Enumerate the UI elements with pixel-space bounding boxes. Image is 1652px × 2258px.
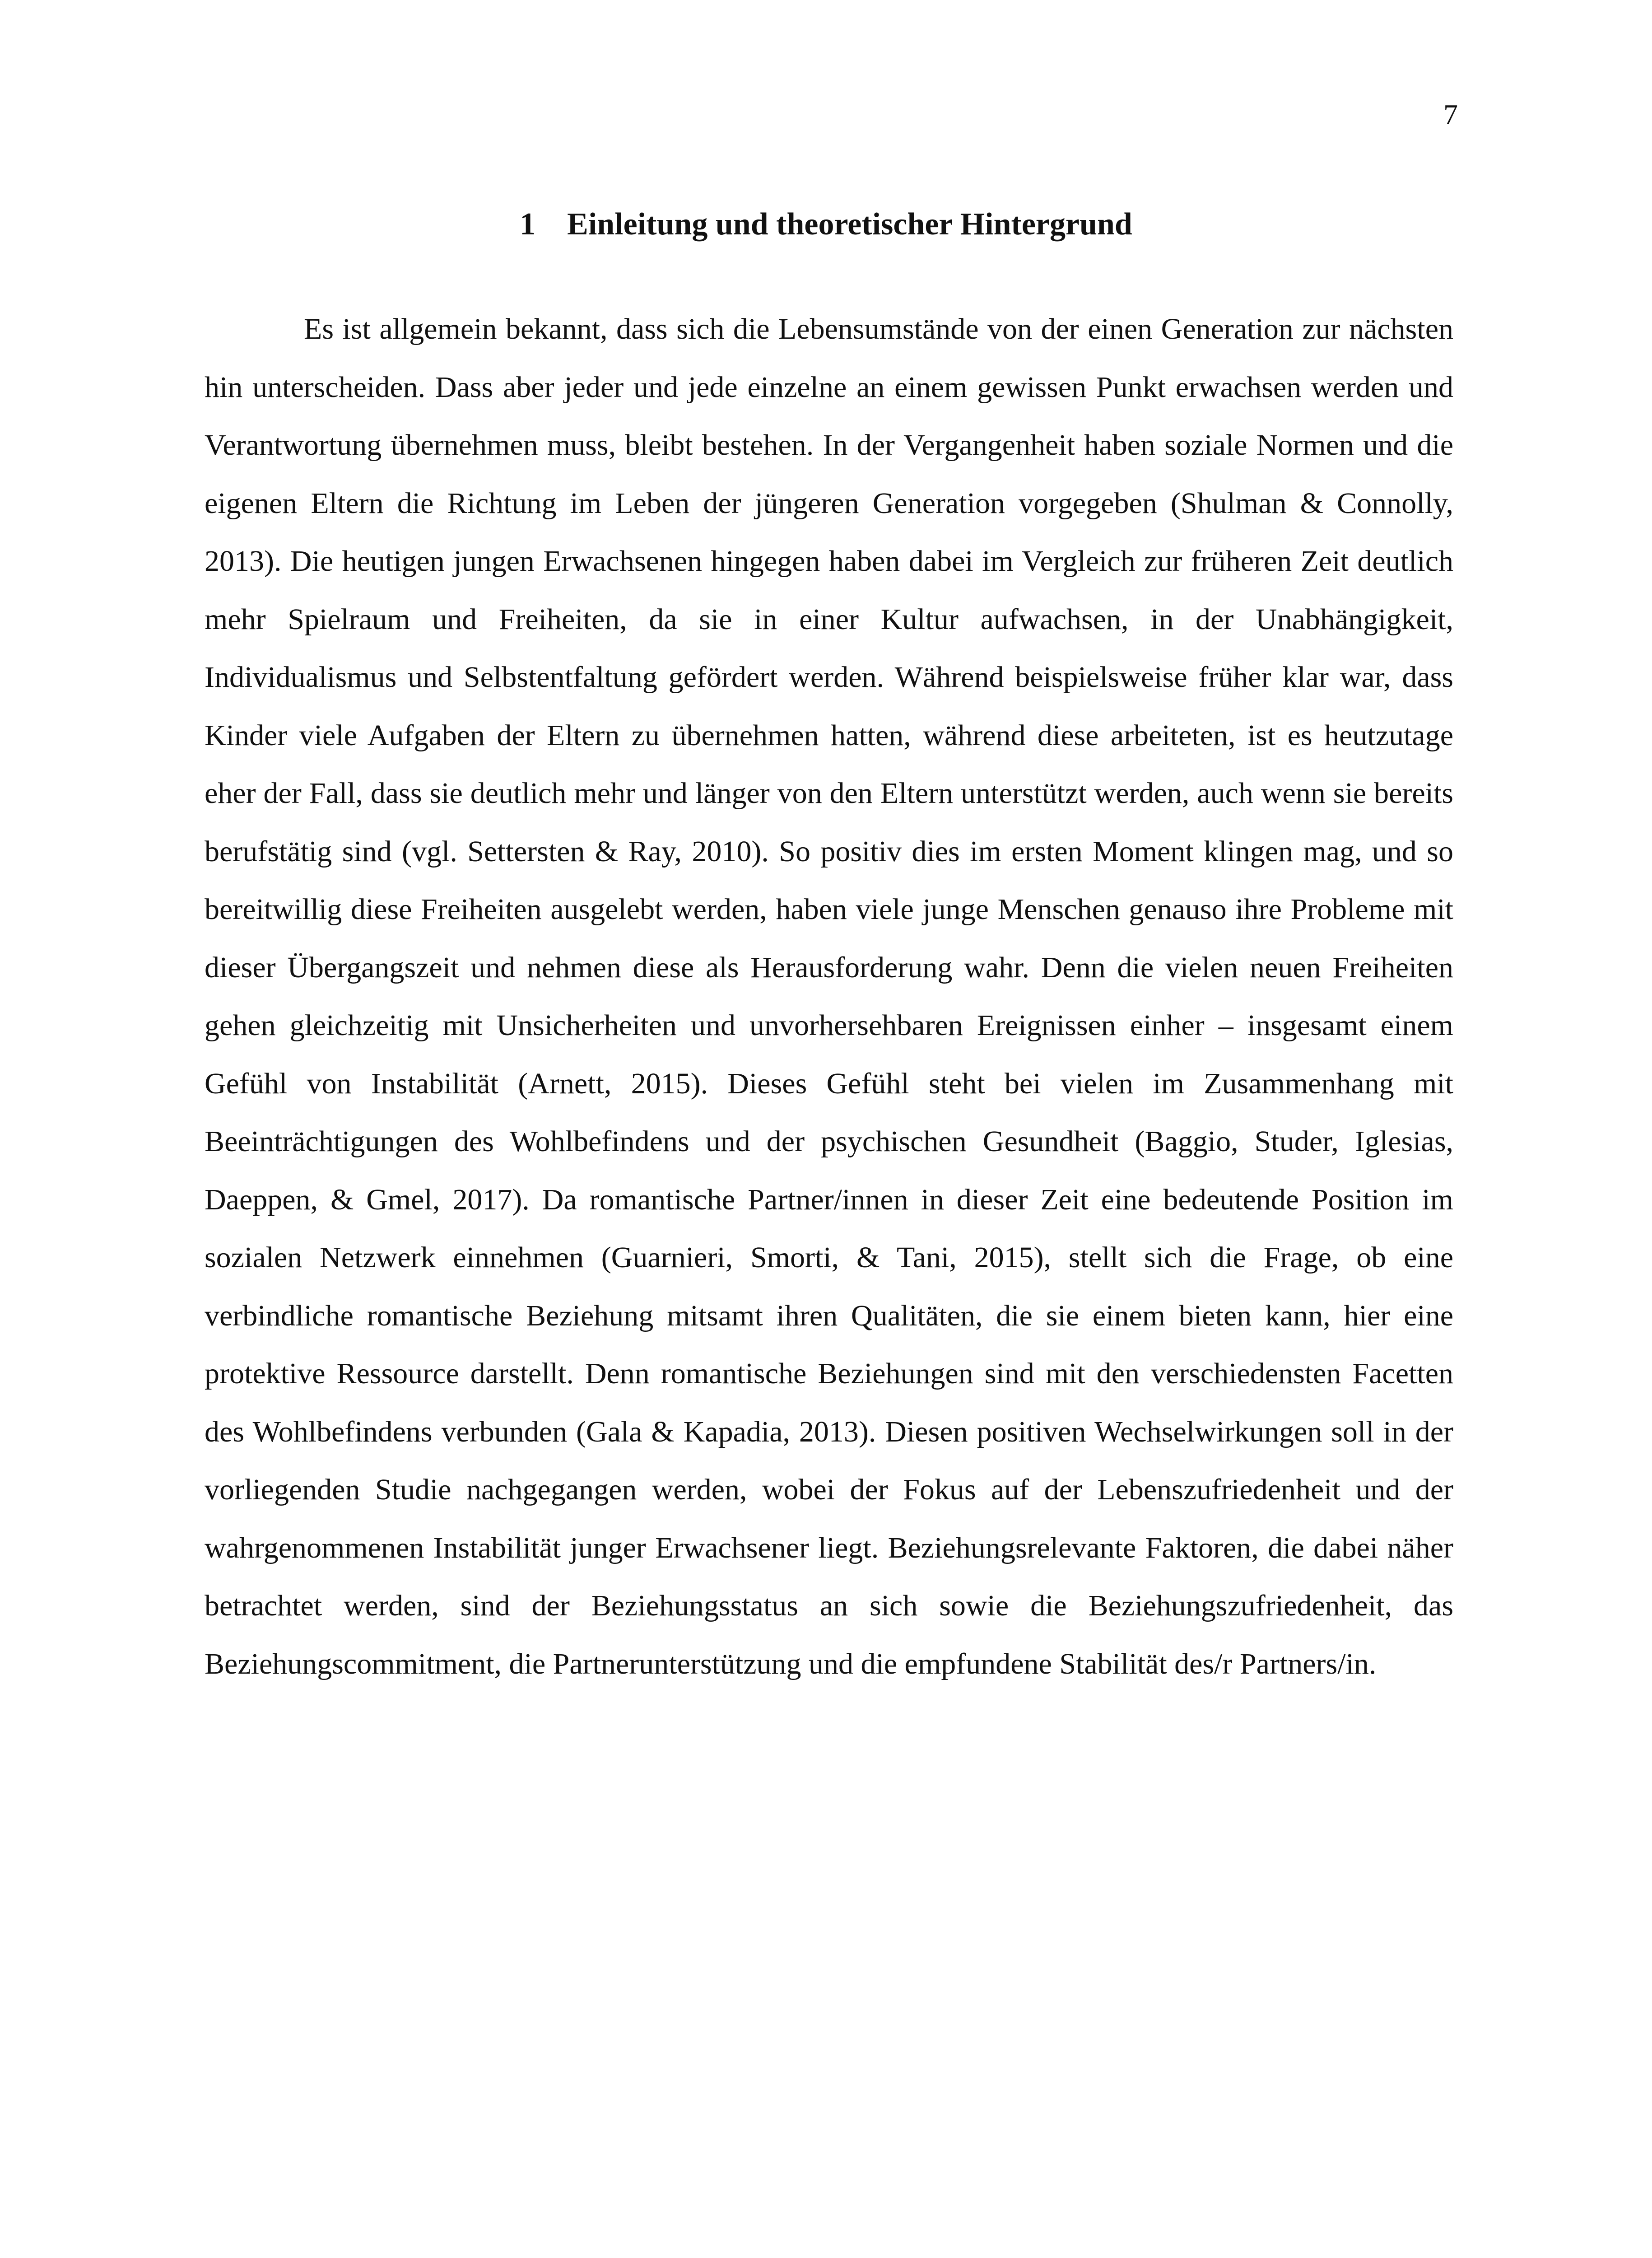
page-number: 7 xyxy=(1443,98,1458,131)
section-heading xyxy=(0,209,1652,240)
section-number: 1 xyxy=(520,207,536,242)
paragraph-text: Es ist allgemein bekannt, dass sich die Lebensumstände von der einen Generation zur nächsten hin unterscheiden. Dass aber jeder und jede einzelne an einem gewissen Punkt erwachsen werden und Verantwortung übernehmen muss, bleibt bestehen. In der Vergangenheit haben soziale Normen und die eigenen Eltern die Richtung im Leben der jüngeren Generation vorgegeben (Shulman & Connolly, 2013). Die heutigen jungen Erwachsenen hingegen haben dabei im Vergleich zur früheren Zeit deutlich mehr Spielraum und Freiheiten, da sie in einer Kultur aufwachsen, in der Unabhängigkeit, Individualismus und Selbstentfaltung gefördert werden. Während beispielsweise früher klar war, dass Kinder viele Aufgaben der Eltern zu übernehmen hatten, während diese arbeiteten, ist es heutzutage eher der Fall, dass sie deutlich mehr und länger von den Eltern unterstützt werden, auch wenn sie bereits berufstätig sind (vgl. Settersten & Ray, 2010). So positiv dies im ersten Moment klingen mag, und so bereitwillig diese Freiheiten ausgelebt werden, haben viele junge Menschen genauso ihre Probleme mit dieser Übergangszeit und nehmen diese als Herausforderung wahr. Denn die vielen neuen Freiheiten gehen gleichzeitig mit Unsicherheiten und unvorhersehbaren Ereignissen einher – insgesamt einem Gefühl von Instabilität (Arnett, 2015). Dieses Gefühl steht bei vielen im Zusammenhang mit Beeinträchtigungen des Wohlbefindens und der psychischen Gesundheit (Baggio, Studer, Iglesias, Daeppen, & Gmel, 2017). Da romantische Partner/innen in dieser Zeit eine bedeutende Position im sozialen Netzwerk einnehmen (Guarnieri, Smorti, & Tani, 2015), stellt sich die Frage, ob eine verbindliche romantische Beziehung mitsamt ihren Qualitäten, die sie einem bieten kann, hier eine protektive Ressource darstellt. Denn romantische Beziehungen sind mit den verschiedensten Facetten des Wohlbefindens verbunden (Gala & Kapadia, 2013). Diesen positiven Wechselwirkungen soll in der vorliegenden Studie nachgegangen werden, wobei der Fokus auf der Lebenszufriedenheit und der wahrgenommenen Instabilität junger Erwachsener liegt. Beziehungsrelevante Faktoren, die dabei näher betrachtet werden, sind der Beziehungsstatus an sich sowie die Beziehungszufriedenheit, das Beziehungscommitment, die Partnerunterstützung und die empfundene Stabilität des/r Partners/in. xyxy=(205,313,1453,1680)
section-title: Einleitung und theoretischer Hintergrund xyxy=(567,207,1132,242)
body-paragraph xyxy=(205,300,1453,1693)
